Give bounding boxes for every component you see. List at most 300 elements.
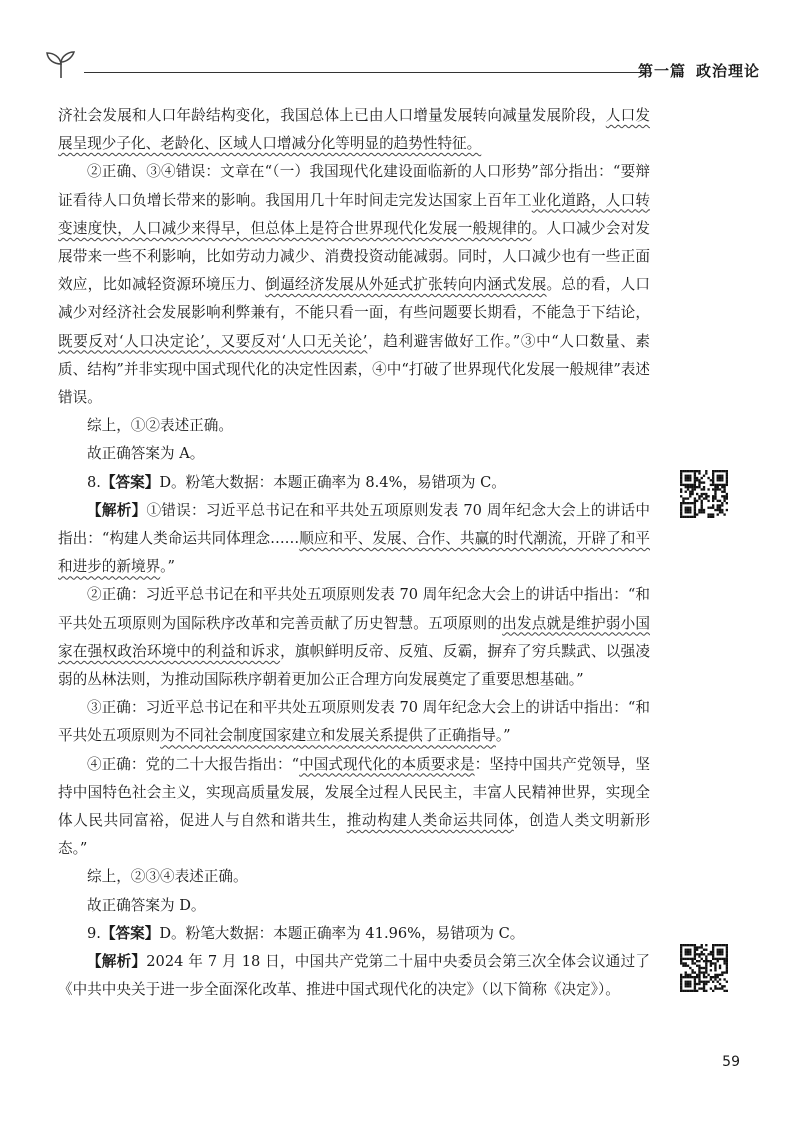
- qr-module: [694, 951, 696, 953]
- qr-module: [687, 497, 689, 499]
- qr-code-q9[interactable]: [680, 944, 728, 992]
- paragraph: ②正确：习近平总书记在和平共处五项原则发表 70 周年纪念大会上的讲话中指出：“和平共处五项原则为国际秩序改革和完善贡献了历史智慧。五项原则的出发点就是维护弱小国家在强权政治环境中的利益和诉求，旗帜鲜明反帝、反殖、反霸，摒弃了穷兵黩武、以强凌弱的丛林法则，为推动国际秩序朝着更加公正合理方向发展奠定了重要思想基础。”: [58, 586, 650, 689]
- qr-module: [721, 953, 723, 955]
- qr-module: [719, 953, 721, 955]
- paragraph: 综上，②③④表述正确。: [87, 868, 248, 886]
- qr-module: [705, 983, 707, 985]
- qr-module: [712, 976, 714, 978]
- qr-module: [705, 958, 707, 960]
- qr-module: [701, 509, 703, 511]
- qr-module: [721, 491, 723, 493]
- qr-module: [689, 949, 691, 951]
- qr-module: [714, 976, 716, 978]
- qr-module: [705, 472, 707, 474]
- qr-module: [680, 960, 682, 962]
- qr-module: [696, 946, 698, 948]
- qr-module: [703, 481, 705, 483]
- qr-module: [712, 951, 714, 953]
- qr-module: [705, 470, 707, 472]
- qr-module: [698, 509, 700, 511]
- qr-module: [694, 507, 696, 509]
- qr-module: [703, 981, 705, 983]
- qr-module: [696, 493, 698, 495]
- qr-module: [717, 981, 719, 983]
- qr-module: [717, 479, 719, 481]
- qr-module: [691, 484, 693, 486]
- qr-module: [723, 470, 725, 472]
- qr-module: [719, 944, 721, 946]
- qr-module: [717, 475, 719, 477]
- qr-module: [680, 495, 682, 497]
- qr-module: [698, 481, 700, 483]
- paragraph: ③正确：习近平总书记在和平共处五项原则发表 70 周年纪念大会上的讲话中指出：“和平共处五项原则为不同社会制度国家建立和发展关系提供了正确指导。”: [58, 699, 650, 745]
- qr-module: [719, 477, 721, 479]
- qr-module: [721, 484, 723, 486]
- qr-module: [698, 479, 700, 481]
- qr-module: [712, 507, 714, 509]
- paragraph: ②正确、③④错误：文章在“（一）我国现代化建设面临新的人口形势”部分指出：“要辩证看待人口负增长带来的影响。我国用几十年时间走完发达国家上百年工业化道路，人口转变速度快，人口减少来得早，但总体上是符合世界现代化发展一般规律的。人口减少会对发展带来一些不利影响，比如劳动力减少、消费投资动能减弱。同时，人口减少也有一些正面效应，比如减轻资源环境压力、倒逼经济发展从外延式扩张转向内涵式发展。总的看，人口减少对经济社会发展影响利弊兼有，不能只看一面，有些问题要长期看，不能急于下结论，既要反对‘人口决定论’，又要反对‘人口无关论’，趋利避害做好工作。”③中“人口数量、素质、结构”并非实现中国式现代化的决定性因素，④中“打破了世界现代化发展一般规律”表述错误。: [58, 163, 651, 407]
- qr-module: [723, 500, 725, 502]
- qr-module: [714, 958, 716, 960]
- qr-module: [714, 967, 716, 969]
- qr-module: [680, 511, 682, 513]
- qr-module: [694, 486, 696, 488]
- qr-module: [691, 960, 693, 962]
- qr-module: [712, 944, 714, 946]
- qr-module: [703, 987, 705, 989]
- qr-module: [705, 981, 707, 983]
- qr-module: [726, 967, 728, 969]
- qr-module: [721, 944, 723, 946]
- qr-module: [680, 990, 682, 992]
- qr-module: [721, 475, 723, 477]
- qr-module: [705, 990, 707, 992]
- qr-module: [726, 509, 728, 511]
- qr-module: [705, 960, 707, 962]
- qr-module: [705, 971, 707, 973]
- qr-module: [691, 969, 693, 971]
- qr-module: [712, 949, 714, 951]
- qr-module: [712, 953, 714, 955]
- qr-module: [689, 953, 691, 955]
- qr-module: [696, 960, 698, 962]
- qr-module: [698, 955, 700, 957]
- qr-module: [723, 497, 725, 499]
- qr-module: [710, 987, 712, 989]
- qr-module: [719, 949, 721, 951]
- answer-line: 8.【答案】D。粉笔大数据：本题正确率为 8.4%，易错项为 C。: [87, 473, 506, 491]
- qr-module: [689, 983, 691, 985]
- qr-module: [685, 958, 687, 960]
- qr-module: [714, 491, 716, 493]
- qr-module: [689, 511, 691, 513]
- qr-module: [689, 958, 691, 960]
- qr-module: [696, 976, 698, 978]
- qr-module: [691, 516, 693, 518]
- qr-module: [687, 475, 689, 477]
- qr-module: [687, 953, 689, 955]
- qr-module: [701, 958, 703, 960]
- qr-module: [701, 944, 703, 946]
- paragraph: 【解析】①错误：习近平总书记在和平共处五项原则发表 70 周年纪念大会上的讲话中指出：“构建人类命运共同体理念……顺应和平、发展、合作、共赢的时代潮流，开辟了和平和进步的新境界。”: [58, 501, 650, 576]
- qr-module: [703, 953, 705, 955]
- qr-module: [701, 488, 703, 490]
- qr-module: [680, 951, 682, 953]
- qr-module: [689, 470, 691, 472]
- qr-module: [721, 949, 723, 951]
- qr-module: [687, 509, 689, 511]
- qr-module: [705, 955, 707, 957]
- qr-module: [694, 971, 696, 973]
- answer-line: 9.【答案】D。粉笔大数据：本题正确率为 41.96%，易错项为 C。: [87, 924, 525, 942]
- paragraph: ④正确：党的二十大报告指出：“中国式现代化的本质要求是：坚持中国共产党领导，坚持中国特色社会主义，实现高质量发展，发展全过程人民民主，丰富人民精神世界，实现全体人民共同富裕，促进人与自然和谐共生，推动构建人类命运共同体，创造人类文明新形态。”: [58, 755, 650, 858]
- qr-module: [714, 488, 716, 490]
- qr-module: [717, 507, 719, 509]
- qr-module: [687, 990, 689, 992]
- qr-module: [694, 513, 696, 515]
- qr-module: [680, 974, 682, 976]
- qr-module: [710, 951, 712, 953]
- qr-module: [689, 479, 691, 481]
- qr-module: [703, 509, 705, 511]
- qr-module: [689, 974, 691, 976]
- qr-module: [726, 965, 728, 967]
- qr-module: [714, 484, 716, 486]
- qr-module: [710, 516, 712, 518]
- qr-module: [703, 497, 705, 499]
- qr-module: [685, 502, 687, 504]
- qr-module: [712, 516, 714, 518]
- qr-module: [698, 486, 700, 488]
- qr-module: [691, 491, 693, 493]
- qr-module: [696, 965, 698, 967]
- qr-module: [689, 484, 691, 486]
- qr-module: [712, 495, 714, 497]
- qr-module: [710, 484, 712, 486]
- qr-module: [694, 985, 696, 987]
- qr-module: [685, 491, 687, 493]
- qr-module: [721, 987, 723, 989]
- qr-module: [691, 971, 693, 973]
- qr-module: [694, 949, 696, 951]
- qr-module: [714, 974, 716, 976]
- qr-module: [714, 962, 716, 964]
- qr-module: [685, 507, 687, 509]
- qr-module: [726, 479, 728, 481]
- qr-module: [687, 974, 689, 976]
- qr-module: [726, 946, 728, 948]
- qr-module: [689, 491, 691, 493]
- qr-module: [717, 513, 719, 515]
- qr-module: [707, 477, 709, 479]
- qr-module: [712, 479, 714, 481]
- qr-module: [703, 971, 705, 973]
- qr-module: [680, 502, 682, 504]
- qr-module: [719, 488, 721, 490]
- qr-code-q8[interactable]: [680, 470, 728, 518]
- qr-module: [721, 495, 723, 497]
- qr-module: [680, 484, 682, 486]
- qr-module: [698, 969, 700, 971]
- qr-module: [687, 479, 689, 481]
- qr-module: [680, 978, 682, 980]
- qr-module: [717, 958, 719, 960]
- qr-module: [682, 500, 684, 502]
- qr-module: [689, 509, 691, 511]
- qr-module: [712, 990, 714, 992]
- qr-module: [703, 985, 705, 987]
- qr-module: [701, 971, 703, 973]
- qr-module: [723, 978, 725, 980]
- qr-module: [712, 477, 714, 479]
- qr-module: [717, 500, 719, 502]
- qr-module: [698, 953, 700, 955]
- qr-module: [691, 944, 693, 946]
- qr-module: [682, 944, 684, 946]
- qr-module: [721, 971, 723, 973]
- qr-module: [682, 484, 684, 486]
- qr-module: [680, 475, 682, 477]
- qr-module: [689, 981, 691, 983]
- qr-module: [694, 944, 696, 946]
- qr-code-icon: [680, 944, 728, 992]
- qr-module: [685, 944, 687, 946]
- qr-module: [698, 967, 700, 969]
- page-header: [40, 50, 760, 90]
- qr-module: [726, 484, 728, 486]
- qr-module: [698, 978, 700, 980]
- qr-module: [719, 965, 721, 967]
- qr-module: [723, 486, 725, 488]
- qr-module: [707, 960, 709, 962]
- qr-module: [685, 983, 687, 985]
- qr-module: [717, 987, 719, 989]
- qr-module: [687, 965, 689, 967]
- qr-module: [696, 983, 698, 985]
- qr-module: [680, 958, 682, 960]
- qr-module: [712, 488, 714, 490]
- qr-module: [726, 981, 728, 983]
- qr-module: [719, 951, 721, 953]
- qr-module: [701, 981, 703, 983]
- qr-module: [717, 477, 719, 479]
- qr-module: [680, 472, 682, 474]
- qr-module: [707, 953, 709, 955]
- qr-module: [712, 475, 714, 477]
- qr-module: [723, 488, 725, 490]
- qr-module: [705, 969, 707, 971]
- qr-module: [701, 504, 703, 506]
- qr-module: [694, 953, 696, 955]
- qr-module: [701, 502, 703, 504]
- qr-module: [687, 470, 689, 472]
- qr-module: [680, 507, 682, 509]
- qr-module: [705, 944, 707, 946]
- qr-module: [691, 493, 693, 495]
- qr-module: [701, 493, 703, 495]
- qr-module: [687, 944, 689, 946]
- qr-module: [719, 484, 721, 486]
- qr-module: [698, 470, 700, 472]
- qr-module: [696, 513, 698, 515]
- qr-module: [723, 962, 725, 964]
- qr-module: [687, 983, 689, 985]
- qr-module: [721, 509, 723, 511]
- qr-module: [685, 981, 687, 983]
- qr-module: [689, 516, 691, 518]
- qr-module: [710, 969, 712, 971]
- qr-module: [689, 976, 691, 978]
- qr-module: [723, 985, 725, 987]
- qr-module: [685, 965, 687, 967]
- qr-module: [682, 958, 684, 960]
- qr-module: [698, 974, 700, 976]
- qr-module: [682, 516, 684, 518]
- qr-module: [710, 965, 712, 967]
- qr-module: [691, 486, 693, 488]
- qr-module: [712, 955, 714, 957]
- qr-module: [717, 488, 719, 490]
- qr-module: [721, 974, 723, 976]
- qr-module: [682, 502, 684, 504]
- qr-module: [710, 479, 712, 481]
- qr-module: [691, 962, 693, 964]
- qr-module: [723, 513, 725, 515]
- qr-module: [691, 958, 693, 960]
- qr-module: [719, 504, 721, 506]
- qr-module: [714, 495, 716, 497]
- qr-module: [719, 507, 721, 509]
- qr-module: [712, 497, 714, 499]
- qr-module: [719, 509, 721, 511]
- qr-module: [712, 981, 714, 983]
- qr-module: [698, 987, 700, 989]
- qr-module: [723, 971, 725, 973]
- qr-module: [723, 484, 725, 486]
- qr-module: [717, 944, 719, 946]
- qr-module: [712, 504, 714, 506]
- paragraph: 综上，①②表述正确。: [87, 417, 233, 435]
- qr-module: [719, 500, 721, 502]
- qr-module: [685, 484, 687, 486]
- qr-module: [687, 507, 689, 509]
- qr-module: [694, 497, 696, 499]
- qr-module: [717, 509, 719, 511]
- qr-module: [719, 987, 721, 989]
- qr-module: [723, 491, 725, 493]
- qr-module: [719, 978, 721, 980]
- qr-module: [712, 472, 714, 474]
- qr-module: [717, 504, 719, 506]
- qr-module: [703, 974, 705, 976]
- qr-module: [721, 958, 723, 960]
- qr-module: [707, 495, 709, 497]
- qr-module: [680, 481, 682, 483]
- qr-module: [691, 990, 693, 992]
- qr-module: [698, 960, 700, 962]
- qr-module: [707, 500, 709, 502]
- sprout-icon: [44, 50, 78, 80]
- qr-module: [694, 479, 696, 481]
- qr-module: [685, 949, 687, 951]
- qr-module: [710, 953, 712, 955]
- qr-module: [694, 477, 696, 479]
- qr-module: [710, 978, 712, 980]
- qr-module: [689, 502, 691, 504]
- qr-module: [726, 944, 728, 946]
- qr-module: [696, 974, 698, 976]
- qr-module: [701, 953, 703, 955]
- qr-module: [696, 486, 698, 488]
- qr-module: [723, 944, 725, 946]
- qr-module: [698, 981, 700, 983]
- qr-module: [685, 971, 687, 973]
- qr-module: [714, 944, 716, 946]
- qr-module: [712, 481, 714, 483]
- qr-module: [726, 951, 728, 953]
- qr-module: [710, 962, 712, 964]
- qr-module: [726, 962, 728, 964]
- qr-module: [719, 511, 721, 513]
- qr-module: [703, 488, 705, 490]
- qr-module: [726, 949, 728, 951]
- qr-module: [694, 981, 696, 983]
- qr-module: [685, 962, 687, 964]
- qr-module: [723, 958, 725, 960]
- qr-module: [703, 960, 705, 962]
- qr-module: [680, 981, 682, 983]
- qr-module: [691, 488, 693, 490]
- qr-module: [726, 958, 728, 960]
- qr-module: [685, 475, 687, 477]
- qr-module: [710, 976, 712, 978]
- qr-module: [712, 470, 714, 472]
- qr-module: [680, 962, 682, 964]
- qr-module: [712, 513, 714, 515]
- qr-module: [694, 481, 696, 483]
- qr-module: [721, 951, 723, 953]
- qr-module: [721, 479, 723, 481]
- qr-module: [694, 509, 696, 511]
- qr-module: [691, 502, 693, 504]
- qr-module: [689, 495, 691, 497]
- qr-module: [689, 493, 691, 495]
- qr-module: [726, 953, 728, 955]
- qr-module: [696, 477, 698, 479]
- paragraph: 济社会发展和人口年龄结构变化，我国总体上已由人口增量发展转向减量发展阶段，人口发展呈现少子化、老龄化、区域人口增减分化等明显的趋势性特征。: [58, 107, 650, 153]
- qr-module: [685, 516, 687, 518]
- qr-module: [694, 488, 696, 490]
- qr-module: [696, 500, 698, 502]
- qr-module: [694, 470, 696, 472]
- qr-module: [694, 516, 696, 518]
- qr-module: [714, 509, 716, 511]
- qr-module: [696, 470, 698, 472]
- section-part: 第一篇: [637, 62, 686, 80]
- qr-module: [701, 477, 703, 479]
- qr-module: [705, 495, 707, 497]
- qr-module: [714, 497, 716, 499]
- qr-module: [685, 470, 687, 472]
- qr-module: [712, 484, 714, 486]
- qr-module: [714, 969, 716, 971]
- qr-module: [685, 951, 687, 953]
- qr-module: [712, 500, 714, 502]
- qr-module: [719, 958, 721, 960]
- qr-module: [719, 983, 721, 985]
- qr-module: [694, 511, 696, 513]
- qr-module: [710, 507, 712, 509]
